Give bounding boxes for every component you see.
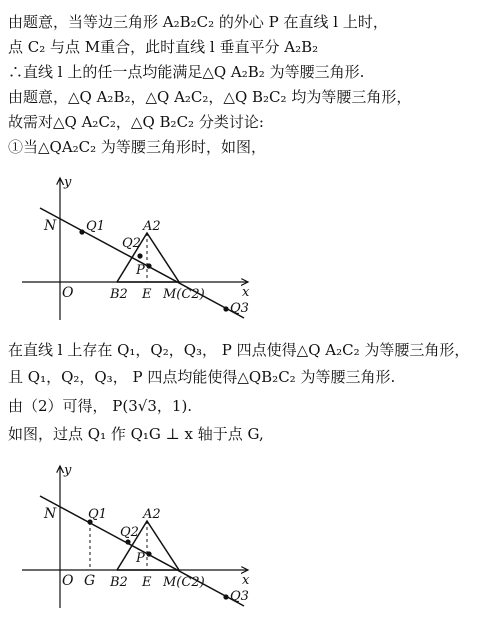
text-line-1: 由题意，当等边三角形 A₂B₂C₂ 的外心 P 在直线 l 上时， [8,13,388,31]
point-q2 [125,539,130,544]
label-q2: Q2 [120,525,139,540]
text-line-7: 在直线 l 上存在 Q₁，Q₂，Q₃， P 四点使得△Q A₂C₂ 为等腰三角形， [8,341,470,359]
label-y: y [64,463,72,478]
label-x: x [242,285,250,300]
label-m: M(C2) [163,287,205,302]
point-q1 [79,229,84,234]
text-line-3: ∴直线 l 上的任一点均能满足△Q A₂B₂ 为等腰三角形. [8,63,365,81]
label-e: E [142,287,152,302]
point-q3 [223,594,228,599]
label-p: P [136,551,145,566]
text-line-4: 由题意，△Q A₂B₂，△Q A₂C₂，△Q B₂C₂ 均为等腰三角形， [8,88,412,106]
text-line-5: 故需对△Q A₂C₂，△Q B₂C₂ 分类讨论: [8,113,264,131]
figure-2 [0,458,260,613]
label-x: x [242,573,250,588]
label-a2: A2 [143,219,161,234]
label-o: O [62,285,74,301]
text-line-2: 点 C₂ 与点 M重合，此时直线 l 垂直平分 A₂B₂ [8,38,319,56]
point-p [146,551,151,556]
label-q3: Q3 [230,301,249,316]
label-e: E [142,575,152,590]
label-n: N [44,218,57,234]
point-p [146,263,151,268]
text-line-6: ①当△QA₂C₂ 为等腰三角形时，如图， [8,138,266,156]
label-q1: Q1 [88,507,107,522]
label-g: G [84,573,96,589]
label-q1: Q1 [86,219,105,234]
label-n: N [44,506,57,522]
text-line-10: 如图，过点 Q₁ 作 Q₁G ⊥ x 轴于点 G, [8,425,264,443]
text-line-9: 由（2）可得， P(3√3，1). [8,397,193,415]
label-p: P [136,263,145,278]
label-o: O [62,573,74,589]
text-line-8: 且 Q₁，Q₂，Q₃， P 四点均能使得△QB₂C₂ 为等腰三角形. [8,368,396,386]
label-q2: Q2 [122,236,141,251]
label-y: y [64,175,72,190]
label-b2: B2 [110,575,128,590]
label-m: M(C2) [163,575,205,590]
point-q3 [223,306,228,311]
figure-1 [0,170,260,325]
point-q2 [137,253,142,258]
label-q3: Q3 [230,589,249,604]
label-b2: B2 [110,287,128,302]
label-a2: A2 [143,507,161,522]
